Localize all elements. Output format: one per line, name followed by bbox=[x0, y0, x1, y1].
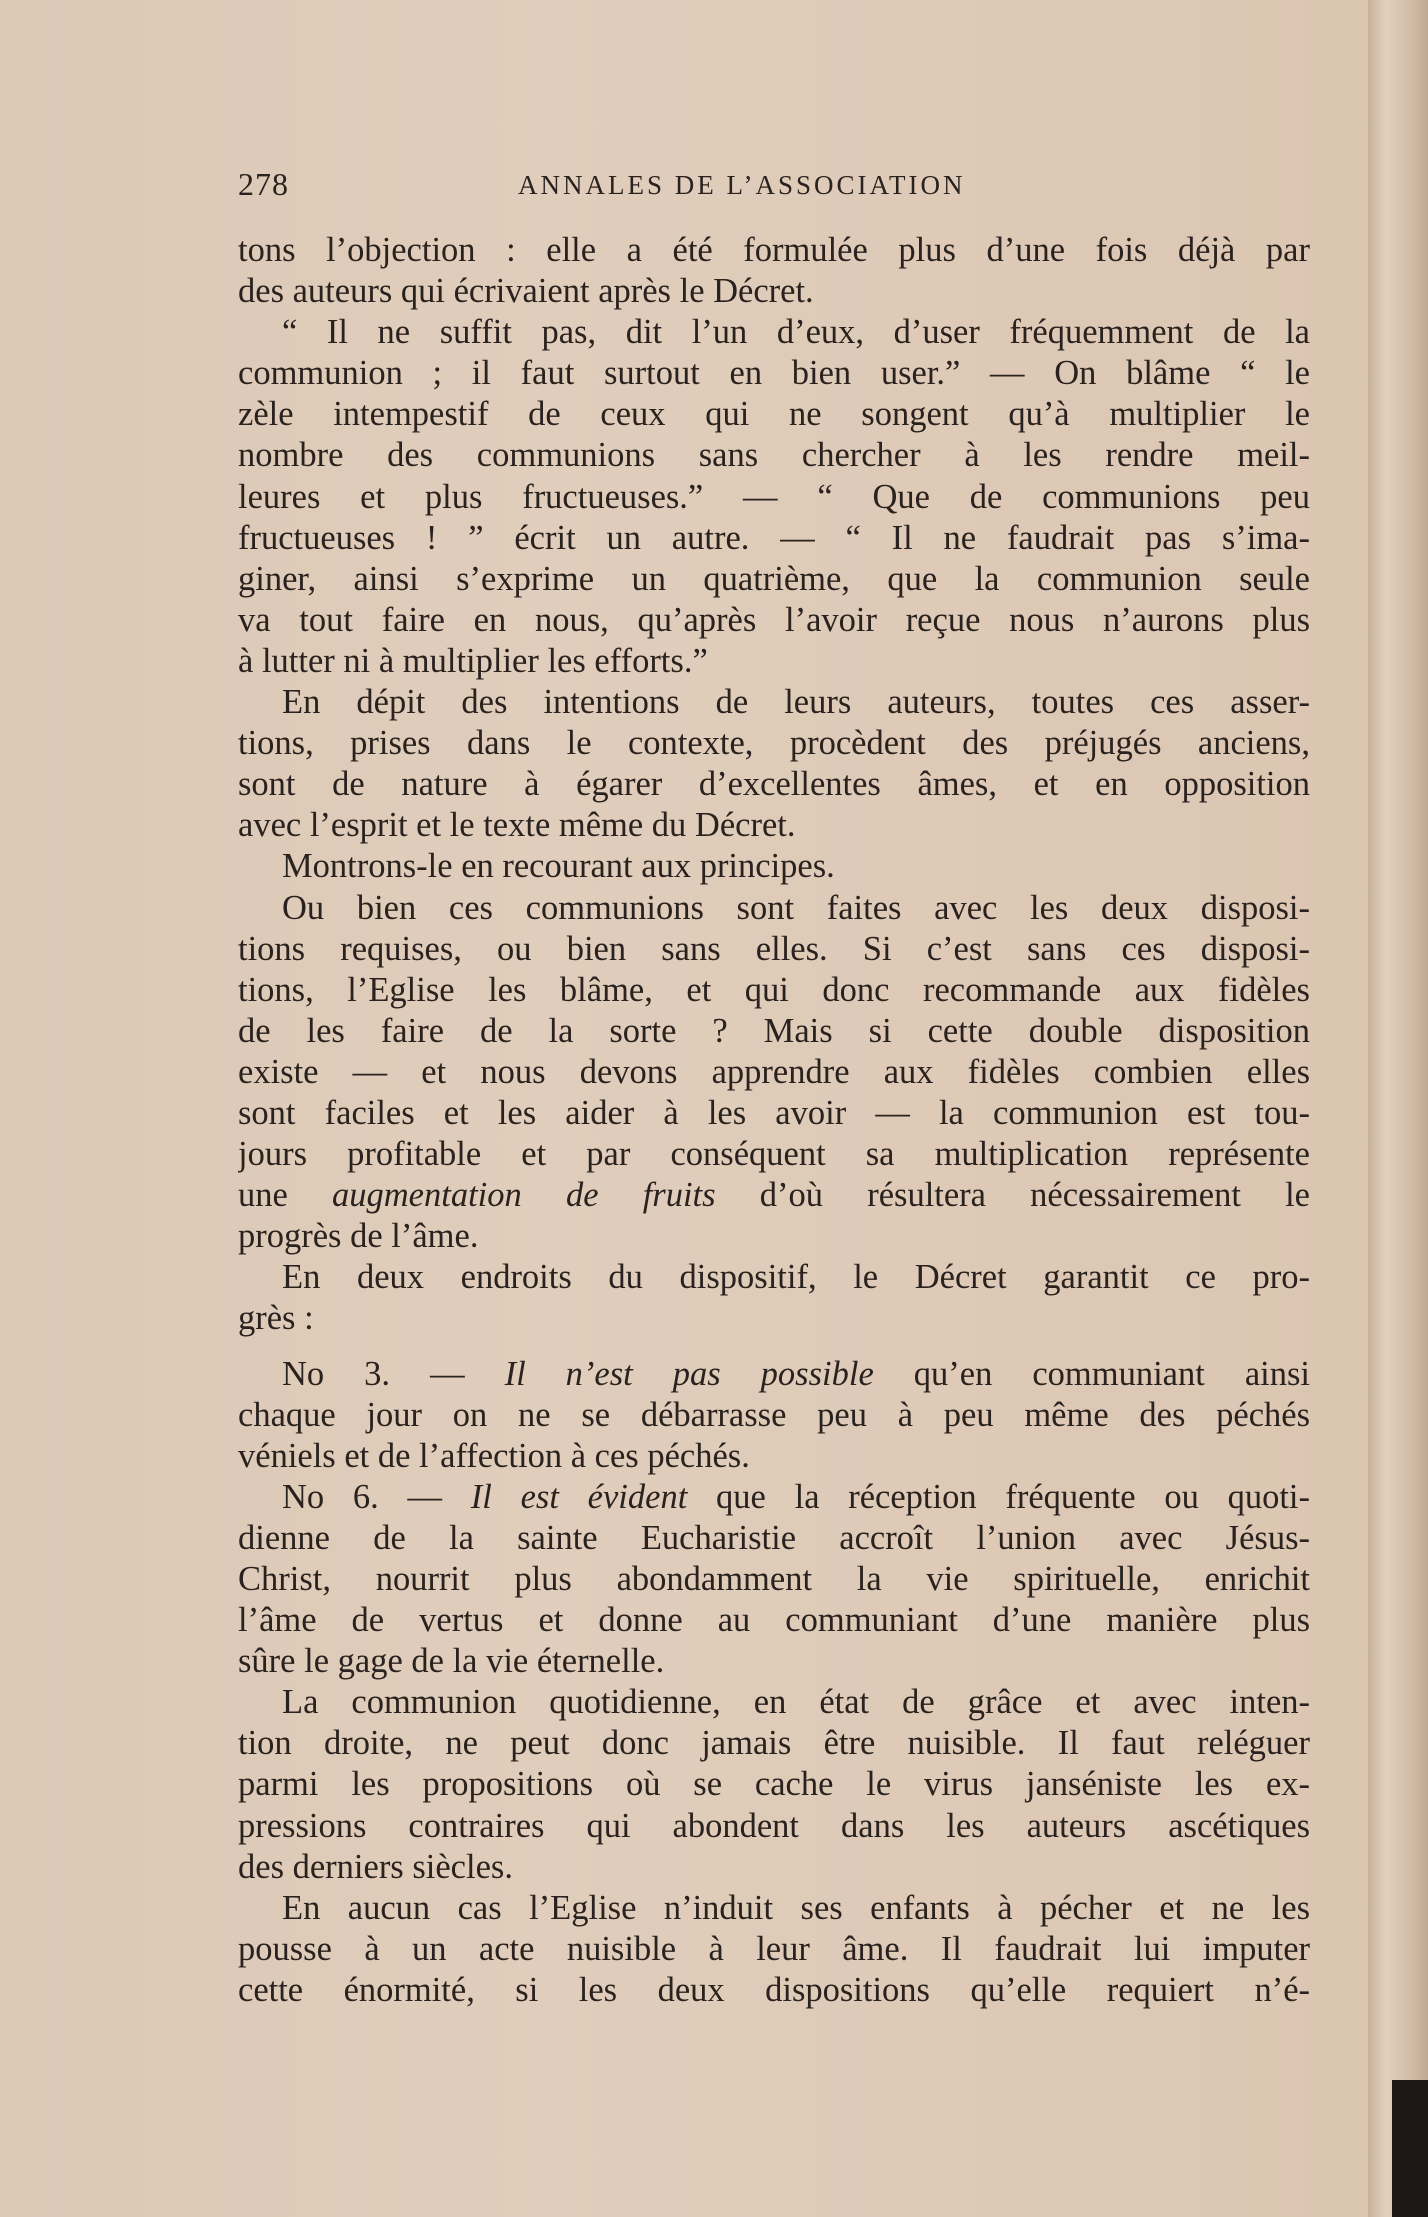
text-line: Christ, nourrit plus abondamment la vie spirituelle, enrichit bbox=[238, 1560, 1310, 1598]
text-line: parmi les propositions où se cache le virus janséniste les ex- bbox=[238, 1765, 1310, 1804]
running-head: ANNALES DE L’ASSOCIATION bbox=[518, 170, 966, 200]
page-header bbox=[238, 160, 1308, 210]
text-line: sont faciles et les aider à les avoir — la communion est tou- bbox=[238, 1093, 1310, 1132]
text-line: sont de nature à égarer d’excellentes âmes, et en opposition bbox=[238, 765, 1310, 804]
text-line: chaque jour on ne se débarrasse peu à peu même des péchés bbox=[238, 1395, 1310, 1434]
text-line: zèle intempestif de ceux qui ne songent qu’à multiplier le bbox=[238, 395, 1310, 434]
text-line: En dépit des intentions de leurs auteurs, toutes ces asser- bbox=[282, 683, 1310, 722]
italic-phrase: augmentation de fruits bbox=[332, 1176, 716, 1215]
page-edge bbox=[1368, 0, 1428, 2217]
text-line: tions, prises dans le contexte, procèdent des préjugés anciens, bbox=[238, 724, 1310, 763]
line-segment: No 3. — bbox=[282, 1354, 505, 1393]
text-line: Ou bien ces communions sont faites avec les deux disposi- bbox=[282, 888, 1310, 927]
text-line: “ Il ne suffit pas, dit l’un d’eux, d’user fréquemment de la bbox=[282, 313, 1310, 352]
line-segment: qu’en communiant ainsi bbox=[873, 1354, 1310, 1393]
text-line: giner, ainsi s’exprime un quatrième, que la communion seule bbox=[238, 559, 1310, 598]
text-line: progrès de l’âme. bbox=[238, 1217, 479, 1256]
text-line: existe — et nous devons apprendre aux fidèles combien elles bbox=[238, 1052, 1310, 1091]
text-line: véniels et de l’affection à ces péchés. bbox=[238, 1436, 750, 1475]
line-segment: d’où résultera nécessairement le bbox=[715, 1176, 1310, 1215]
text-line: des auteurs qui écrivaient après le Décret. bbox=[238, 272, 814, 311]
text-line: l’âme de vertus et donne au communiant d’une manière plus bbox=[238, 1601, 1310, 1640]
text-line: avec l’esprit et le texte même du Décret. bbox=[238, 806, 796, 845]
italic-phrase: Il n’est pas possible bbox=[504, 1354, 874, 1393]
line-segment: une bbox=[238, 1176, 333, 1215]
line-segment: No 6. — bbox=[282, 1477, 471, 1516]
text-line: Montrons-le en recourant aux principes. bbox=[282, 847, 835, 886]
text-line: pressions contraires qui abondent dans les auteurs ascétiques bbox=[238, 1806, 1310, 1845]
text-line: leures et plus fructueuses.” — “ Que de communions peu bbox=[238, 477, 1310, 516]
text-line: des derniers siècles. bbox=[238, 1847, 513, 1886]
text-line: dienne de la sainte Eucharistie accroît l’union avec Jésus- bbox=[238, 1518, 1310, 1557]
text-line bbox=[238, 1477, 1310, 1518]
paragraph-gap bbox=[238, 1340, 1310, 1354]
text-line: En deux endroits du dispositif, le Décret garantit ce pro- bbox=[282, 1258, 1310, 1297]
text-line bbox=[238, 1175, 1310, 1216]
italic-phrase: Il est évident bbox=[470, 1477, 688, 1516]
text-line: tons l’objection : elle a été formulée plus d’une fois déjà par bbox=[238, 231, 1310, 269]
text-line: va tout faire en nous, qu’après l’avoir reçue nous n’aurons plus bbox=[238, 600, 1310, 639]
text-line: cette énormité, si les deux dispositions qu’elle requiert n’é- bbox=[238, 1970, 1310, 2009]
page-edge-shadow bbox=[1392, 2080, 1428, 2217]
text-line: sûre le gage de la vie éternelle. bbox=[238, 1642, 665, 1681]
text-line: tions requises, ou bien sans elles. Si c’est sans ces disposi- bbox=[238, 929, 1310, 968]
text-line: tions, l’Eglise les blâme, et qui donc recommande aux fidèles bbox=[238, 970, 1310, 1009]
text-line: tion droite, ne peut donc jamais être nuisible. Il faut reléguer bbox=[238, 1724, 1310, 1763]
text-line: pousse à un acte nuisible à leur âme. Il faudrait lui imputer bbox=[238, 1929, 1310, 1968]
text-line: jours profitable et par conséquent sa multiplication représente bbox=[238, 1135, 1310, 1174]
text-line: La communion quotidienne, en état de grâce et avec inten- bbox=[282, 1683, 1310, 1722]
body-text bbox=[238, 230, 1310, 2011]
text-line: de les faire de la sorte ? Mais si cette double disposition bbox=[238, 1011, 1310, 1050]
text-line: nombre des communions sans chercher à les rendre meil- bbox=[238, 436, 1310, 475]
text-line: à lutter ni à multiplier les efforts.” bbox=[238, 641, 708, 680]
page-number: 278 bbox=[238, 166, 289, 202]
text-line: grès : bbox=[238, 1299, 314, 1338]
text-line: fructueuses ! ” écrit un autre. — “ Il ne faudrait pas s’ima- bbox=[238, 518, 1310, 557]
text-line: En aucun cas l’Eglise n’induit ses enfants à pécher et ne les bbox=[282, 1888, 1310, 1927]
line-segment: que la réception fréquente ou quoti- bbox=[687, 1477, 1310, 1516]
text-line: communion ; il faut surtout en bien user.” — On blâme “ le bbox=[238, 354, 1310, 393]
text-line bbox=[238, 1354, 1310, 1395]
